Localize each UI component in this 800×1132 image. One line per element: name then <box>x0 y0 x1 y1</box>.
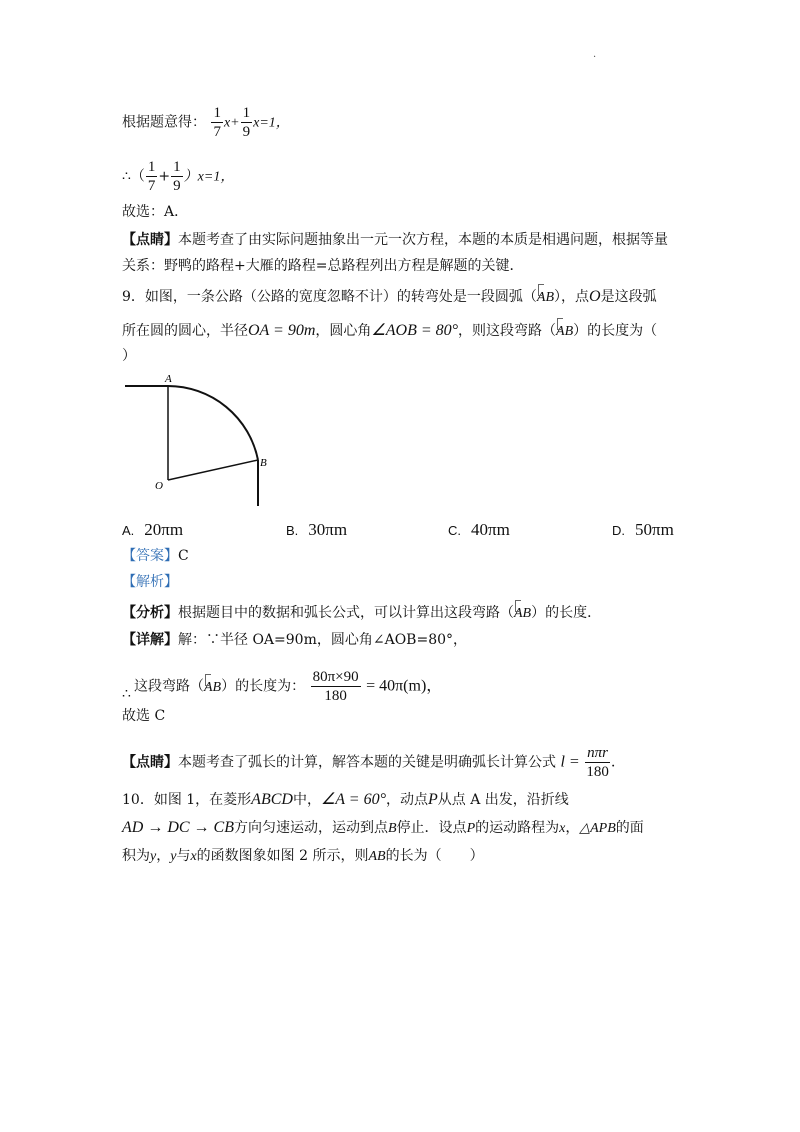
triangle-apb: △APB <box>579 821 616 836</box>
option-b[interactable]: B. 30πm <box>286 520 348 539</box>
comment1-text1: 本题考查了由实际问题抽象出一元一次方程，本题的本质是相遇问题，根据等量 <box>178 232 668 248</box>
q9-text-d: 所在圆的圆心，半径 <box>122 323 248 339</box>
q10-text-m: 的函数图象如图 2 所示，则 <box>196 848 369 864</box>
option-d[interactable]: D. 50πm <box>612 520 674 539</box>
arc-ab-symbol-3: AB <box>514 600 531 624</box>
answer-line <box>122 546 189 566</box>
point-p-label-2: P <box>466 821 476 836</box>
var-x: x <box>559 821 566 836</box>
equation-line-1 <box>122 104 290 141</box>
analysis-text-b: ）的长度． <box>531 605 602 621</box>
q10-text-f: 停止．设点 <box>396 820 467 836</box>
equation-tail-2: ）x=1， <box>183 169 235 185</box>
equation-mid: x+ <box>223 115 240 131</box>
label-a: A <box>165 373 172 385</box>
rhombus-label: ABCD <box>251 791 293 808</box>
therefore-open: ∴（ <box>122 168 145 185</box>
detail-text: 解：∵半径 OA=90m，圆心角∠AOB=80°， <box>178 632 468 648</box>
fraction-one-ninth: $\frac{1}{9}$ <box>242 105 251 140</box>
q10-text-i: 的面 <box>615 820 644 836</box>
q9-text-f: ，则这段弯路（ <box>458 323 557 339</box>
segment-ab: AB <box>368 849 386 864</box>
arc-formula-fraction: $\frac{\text{nπr}}{180}$ <box>586 745 609 780</box>
road-arc-figure <box>120 372 290 512</box>
therefore-symbol: ∴ <box>122 686 131 702</box>
arc-ab-symbol: AB <box>537 284 554 308</box>
option-a[interactable]: A. 20πm <box>122 520 184 539</box>
q9-text-a: 9．如图，一条公路（公路的宽度忽略不计）的转弯处是一段圆弧（ <box>122 289 537 305</box>
calc-body <box>134 668 442 705</box>
q9-text-b: ），点 <box>554 289 590 305</box>
arc-ab-symbol-2: AB <box>556 318 573 342</box>
point-b-label: B <box>388 821 397 836</box>
label-b: B <box>260 457 267 469</box>
q9-text-c: 是这段弧 <box>600 289 657 305</box>
q10-line1 <box>122 790 569 810</box>
q10-text-e: 方向匀速运动，运动到点 <box>234 820 388 836</box>
analysis-sub-label: 【分析】 <box>122 605 178 621</box>
q10-line3 <box>122 846 484 867</box>
path-value: AD → DC → CB <box>122 819 234 836</box>
q10-text-d: 从点 A 出发，沿折线 <box>437 792 569 808</box>
option-c[interactable]: C. 40πm <box>448 520 510 539</box>
var-x-2: x <box>190 849 197 864</box>
plus-sign: + <box>158 168 171 185</box>
var-y: y <box>150 849 157 864</box>
var-y-2: y <box>170 849 177 864</box>
fraction-one-ninth-2: $\frac{1}{9}$ <box>173 159 181 194</box>
comment2-text: 本题考查了弧长的计算，解答本题的关键是明确弧长计算公式 <box>178 754 556 771</box>
choose-c-line: 故选 C <box>122 708 166 724</box>
q10-text-c: ，动点 <box>385 792 428 808</box>
q10-text-n: 的长为（ ） <box>385 848 484 864</box>
q10-text-a: 10．如图 1，在菱形 <box>122 792 252 808</box>
calc-text-a: 这段弯路（ <box>134 678 204 695</box>
fraction-one-seventh: $\frac{1}{7}$ <box>213 105 221 140</box>
q10-text-g: 的运动路程为 <box>475 820 560 836</box>
q10-text-h: ， <box>565 820 580 836</box>
road-arc <box>168 386 258 460</box>
equation-tail: x=1， <box>253 115 290 131</box>
formula-l: l = <box>560 753 580 771</box>
comment1-line1 <box>122 230 668 250</box>
q9-line2 <box>122 318 657 342</box>
q10-line2 <box>122 818 644 839</box>
comment1-label: 【点睛】 <box>122 232 178 248</box>
equation-prefix: 根据题意得： <box>122 114 206 131</box>
radius-ob <box>168 460 258 480</box>
detail-line <box>122 630 467 650</box>
q10-text-b: 中， <box>292 792 321 808</box>
comment2-line <box>122 744 625 781</box>
point-p-label: P <box>427 791 438 808</box>
answer-label: 【答案】 <box>122 548 178 564</box>
detail-label: 【详解】 <box>122 632 178 648</box>
choose-a-line: 故选：A． <box>122 204 189 220</box>
arc-length-fraction: $\frac{80\pi\times 90}{180}$ <box>312 669 359 704</box>
fraction-one-seventh-2: $\frac{1}{7}$ <box>147 159 156 194</box>
calc-result: = 40π(m)， <box>366 677 443 695</box>
analysis-text-a: 根据题目中的数据和弧长公式，可以计算出这段弯路（ <box>178 605 514 621</box>
q9-line1 <box>122 284 657 308</box>
comment1-line2: 关系：野鸭的路程+大雁的路程=总路程列出方程是解题的关键． <box>122 258 524 274</box>
point-o-label: O <box>589 288 601 305</box>
analysis-label: 【解析】 <box>122 574 178 590</box>
calc-text-b: ）的长度为： <box>221 678 306 695</box>
corner-mark: · <box>593 52 597 63</box>
answer-value: C <box>178 548 189 564</box>
comment2-end: ． <box>611 754 626 771</box>
analysis-line <box>122 600 601 624</box>
equation-line-2 <box>122 158 234 195</box>
q10-text-j: 积为 <box>122 848 150 864</box>
q10-text-k: ， <box>156 848 171 864</box>
angle-value: ∠AOB = 80° <box>371 322 459 339</box>
q10-text-l: 与 <box>176 848 191 864</box>
angle-a-value: ∠A = 60° <box>320 791 386 808</box>
radius-value: OA = 90m <box>248 322 316 339</box>
arc-ab-symbol-4: AB <box>204 674 221 698</box>
q9-text-g: ）的长度为（ <box>573 323 658 339</box>
comment2-label: 【点睛】 <box>122 754 178 771</box>
q9-text-e: ，圆心角 <box>315 323 372 339</box>
q9-line3: ） <box>122 348 136 364</box>
label-o: O <box>155 480 163 492</box>
